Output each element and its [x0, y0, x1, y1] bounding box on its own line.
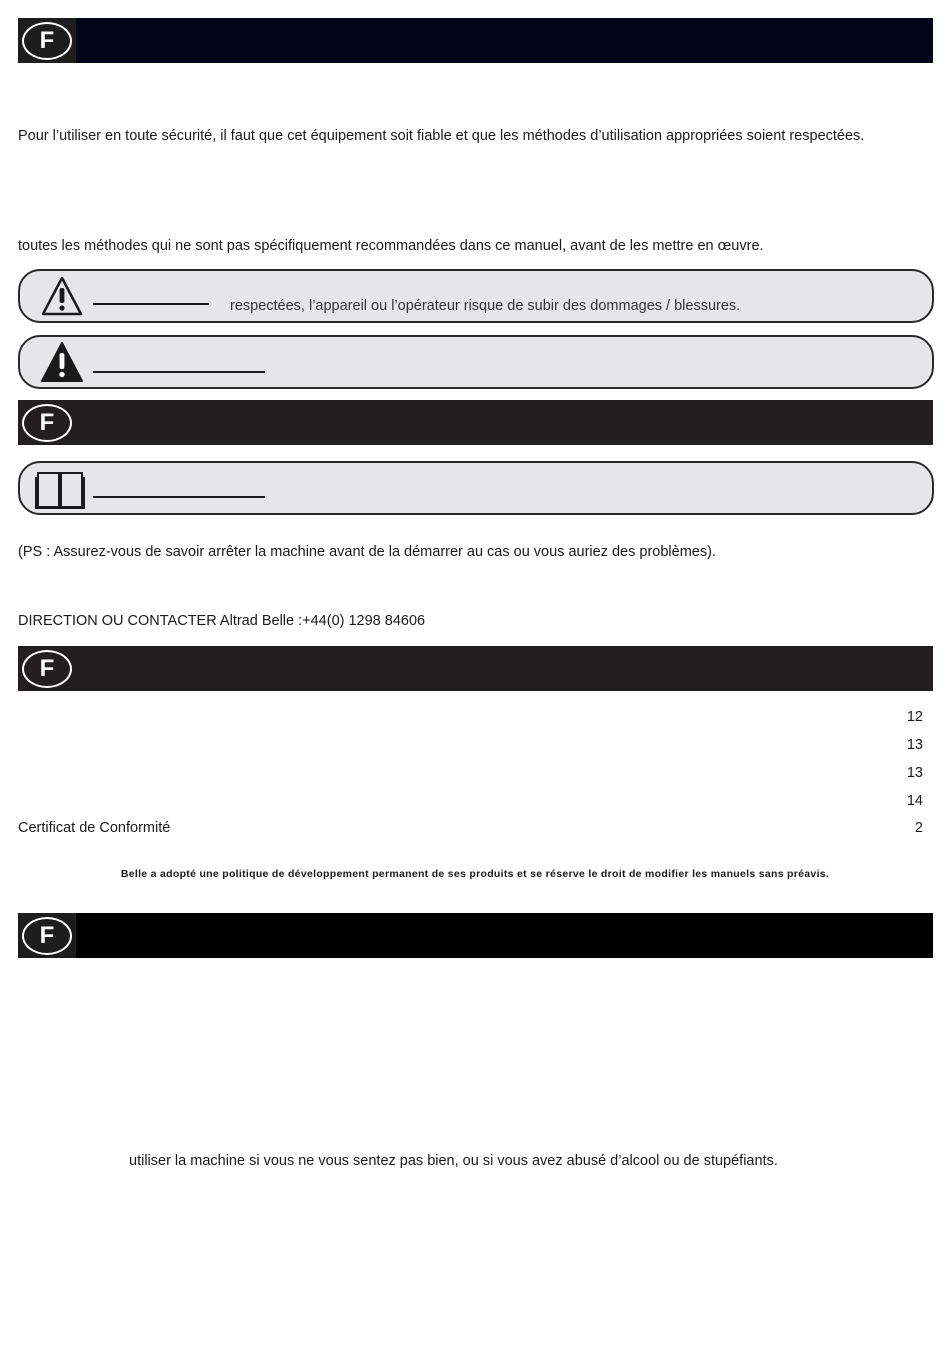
toc-certificate-label: Certificat de Conformité	[18, 820, 171, 836]
toc-certificate-page: 2	[914, 820, 923, 836]
toc-page-number: 13	[906, 737, 923, 753]
caution-label-rule	[93, 303, 209, 305]
language-badge	[18, 913, 76, 958]
toc-page-number: 13	[906, 765, 923, 781]
section-header-4	[18, 913, 933, 958]
language-badge-letter: F	[22, 404, 72, 442]
warning-label-rule	[93, 371, 265, 373]
caution-triangle-icon	[40, 275, 84, 317]
section-header-3	[18, 646, 933, 691]
read-manual-box	[18, 461, 934, 515]
toc-page-number: 12	[906, 709, 923, 725]
section-header-2	[18, 400, 933, 445]
language-badge-letter: F	[22, 22, 72, 60]
intro-line-1: Pour l’utiliser en toute sécurité, il faut que cet équipement soit fiable et que les méthodes d’utilisation appropriées soient respectées.	[18, 128, 865, 144]
ps-note: (PS : Assurez-vous de savoir arrêter la machine avant de la démarrer au cas ou vous auriez des problèmes).	[18, 544, 716, 560]
section-header-1	[18, 18, 933, 63]
toc-page-number: 14	[906, 793, 923, 809]
caution-text: respectées, l’appareil ou l’opérateur risque de subir des dommages / blessures.	[230, 298, 741, 314]
manual-label-rule	[93, 496, 265, 498]
intro-line-2: toutes les méthodes qui ne sont pas spécifiquement recommandées dans ce manuel, avant de les mettre en œuvre.	[18, 238, 764, 254]
language-badge	[18, 400, 76, 445]
language-badge	[18, 646, 76, 691]
policy-note: Belle a adopté une politique de développement permanent de ses produits et se réserve le droit de modifier les manuels sans préavis.	[120, 868, 830, 880]
language-badge-letter: F	[22, 650, 72, 688]
warning-notice-box	[18, 335, 934, 389]
open-book-icon	[34, 467, 86, 509]
warning-triangle-icon	[40, 341, 84, 383]
caution-notice-box	[18, 269, 934, 323]
language-badge	[18, 18, 76, 63]
safety-line: utiliser la machine si vous ne vous sentez pas bien, ou si vous avez abusé d’alcool ou de stupéfiants.	[129, 1153, 778, 1169]
language-badge-letter: F	[22, 917, 72, 955]
contact-line: DIRECTION OU CONTACTER Altrad Belle :+44(0) 1298 84606	[18, 613, 426, 629]
